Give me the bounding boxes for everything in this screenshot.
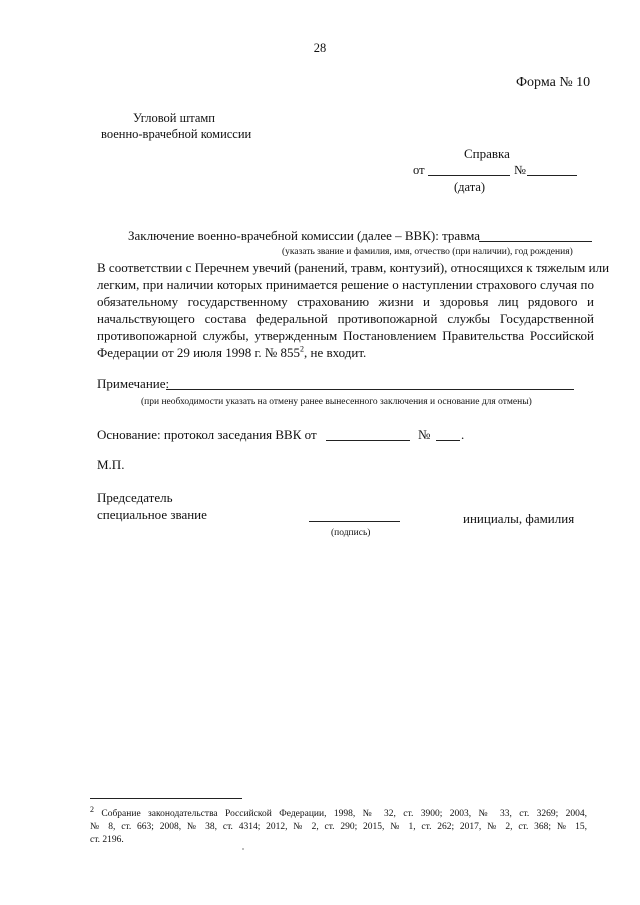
footnote-line-1 [90, 804, 588, 821]
certificate-title: Справка [464, 146, 510, 161]
signature-line [309, 521, 400, 522]
form-number: Форма № 10 [516, 75, 591, 90]
basis-end: . [461, 427, 465, 442]
date-hint: (дата) [454, 180, 486, 194]
basis-number-line [436, 440, 460, 441]
scan-speck [242, 848, 244, 850]
footnote-line-1-text: Собрание законодательства Российской Федерации, 1998, № 32, ст. 3900; 2003, № 33, ст. 3269; 2004, [101, 809, 588, 819]
basis-date-line [326, 440, 410, 441]
body-line-3: обязательному государственному страхованию жизни и здоровья лиц рядового и [97, 294, 594, 309]
body-line-5: противопожарной службы, утвержденным Постановлением Правительства Российской [97, 328, 594, 343]
basis-number-sign: № [418, 427, 431, 442]
note-hint: (при необходимости указать на отмену ранее вынесенного заключения и основание для отмены) [141, 397, 532, 407]
footnote-mark: 2 [90, 804, 94, 814]
signature-hint: (подпись) [331, 528, 371, 538]
conclusion-lead: Заключение военно-врачебной комиссии (далее – ВВК): травма [128, 228, 481, 243]
footnote-line-2: № 8, ст. 663; 2008, № 38, ст. 4314; 2012, № 2, ст. 290; 2015, № 1, ст. 262; 2017, № 2, ст. 368; № 15, [90, 822, 587, 832]
body-line-6-end: , не входит. [304, 345, 367, 360]
injury-blank-line [479, 241, 592, 242]
date-blank-line [428, 175, 510, 176]
body-line-4: начальствующего состава федеральной противопожарной службы Государственной [97, 311, 594, 326]
footnote-separator [90, 798, 242, 799]
chairman-rank: специальное звание [97, 507, 207, 522]
certificate-number-sign: № [514, 163, 526, 177]
body-line-1: В соответствии с Перечнем увечий (ранений, травм, контузий), относящихся к тяжелым или [97, 260, 610, 275]
number-blank-line [527, 175, 577, 176]
body-line-2: легким, при наличии которых принимается решение о наступлении страхового случая по [97, 277, 594, 292]
basis-label: Основание: протокол заседания ВВК от [97, 427, 317, 442]
body-line-6-text: Федерации от 29 июля 1998 г. № 855 [97, 345, 300, 360]
corner-stamp-line1: Угловой штамп [133, 111, 216, 125]
corner-stamp-line2: военно-врачебной комиссии [101, 127, 252, 141]
note-label: Примечание: [97, 376, 170, 391]
seal-placeholder: М.П. [97, 457, 125, 472]
chairman-label: Председатель [97, 490, 173, 505]
chairman-name-hint: инициалы, фамилия [463, 511, 575, 526]
certificate-from: от [413, 163, 425, 177]
footnote-line-3: ст. 2196. [90, 835, 124, 845]
body-line-6 [97, 345, 366, 361]
footnote-reference: 2 [300, 344, 304, 354]
note-blank-line [166, 389, 574, 390]
page-number: 28 [313, 41, 327, 55]
conclusion-hint: (указать звание и фамилия, имя, отчество (при наличии), год рождения) [282, 247, 573, 257]
